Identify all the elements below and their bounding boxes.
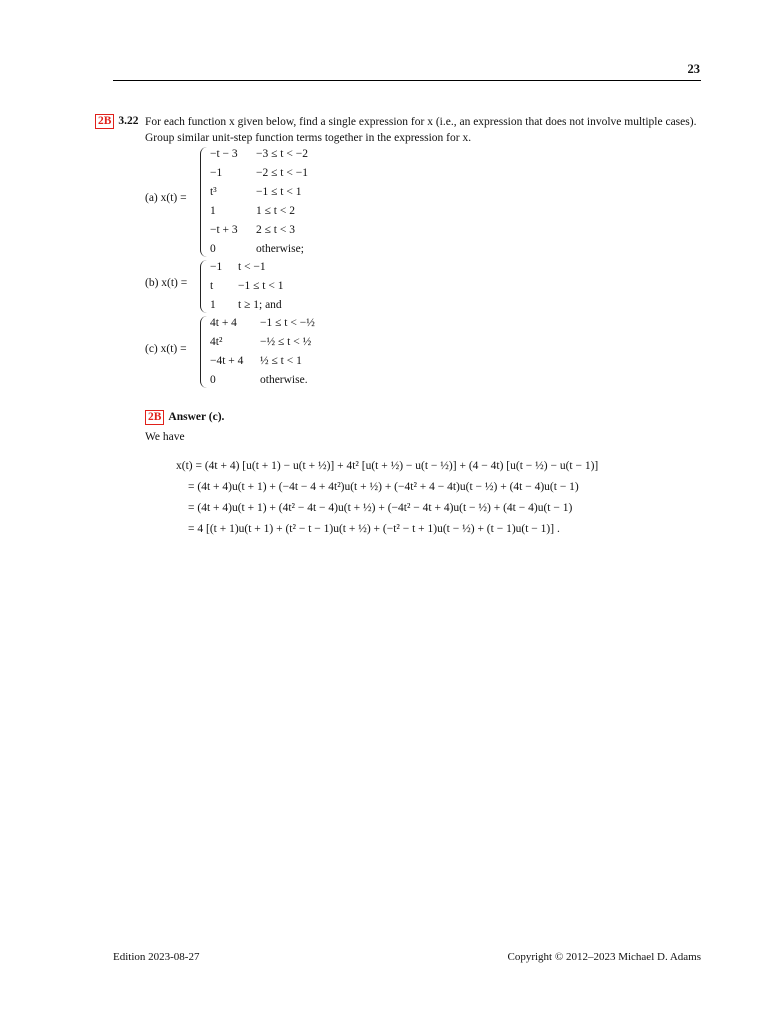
answer-heading	[145, 410, 224, 425]
equation-line: = 4 [(t + 1)u(t + 1) + (t² − t − 1)u(t + ½) + (−t² − t + 1)u(t − ½) + (t − 1)u(t − 1)] .	[188, 523, 560, 535]
header-rule	[113, 80, 701, 81]
part-a-label: (a) x(t) =	[145, 192, 187, 204]
part-b-label: (b) x(t) =	[145, 277, 188, 289]
part-a-cases: −t − 3 −3 ≤ t < −2 −1 −2 ≤ t < −1 t³ −1 ≤ t < 1 1 1 ≤ t < 2 −t + 3 2 ≤ t < 3 0 otherwise;	[200, 145, 440, 259]
part-b-cases: −1 t < −1 t −1 ≤ t < 1 1 t ≥ 1; and	[200, 258, 440, 315]
answer-title: Answer (c).	[168, 411, 225, 423]
part-c-cases: 4t + 4 −1 ≤ t < −½ 4t² −½ ≤ t < ½ −4t + 4 ½ ≤ t < 1 0 otherwise.	[200, 314, 440, 390]
left-brace	[200, 260, 208, 313]
answer-intro: We have	[145, 431, 185, 443]
page-number: 23	[687, 62, 700, 76]
equation-line: = (4t + 4)u(t + 1) + (−4t − 4 + 4t²)u(t + ½) + (−4t² + 4 − 4t)u(t − ½) + (4t − 4)u(t − 1)	[188, 481, 579, 493]
footer-edition: Edition 2023-08-27	[113, 951, 200, 963]
part-c-label: (c) x(t) =	[145, 343, 187, 355]
left-brace	[200, 147, 208, 257]
equation-line: = (4t + 4)u(t + 1) + (4t² − 4t − 4)u(t + ½) + (−4t² − 4t + 4)u(t − ½) + (4t − 4)u(t − 1)	[188, 502, 573, 514]
part-c	[145, 314, 445, 390]
equation-line: x(t) = (4t + 4) [u(t + 1) − u(t + ½)] + 4t² [u(t + ½) − u(t − ½)] + (4 − 4t) [u(t − ½) − u(t − 1)]	[176, 460, 599, 472]
problem-heading	[95, 114, 139, 129]
problem-statement: For each function x given below, find a single expression for x (i.e., an expression that does not involve multiple cases). Group similar unit-step function terms together in the expression for x.	[145, 116, 697, 144]
part-a	[145, 145, 445, 259]
part-b	[145, 258, 445, 315]
problem-number: 3.22	[118, 115, 139, 127]
problem-tag[interactable]: 2B	[95, 114, 114, 129]
footer-copyright: Copyright © 2012–2023 Michael D. Adams	[507, 951, 701, 963]
left-brace	[200, 316, 208, 388]
answer-tag[interactable]: 2B	[145, 410, 164, 425]
